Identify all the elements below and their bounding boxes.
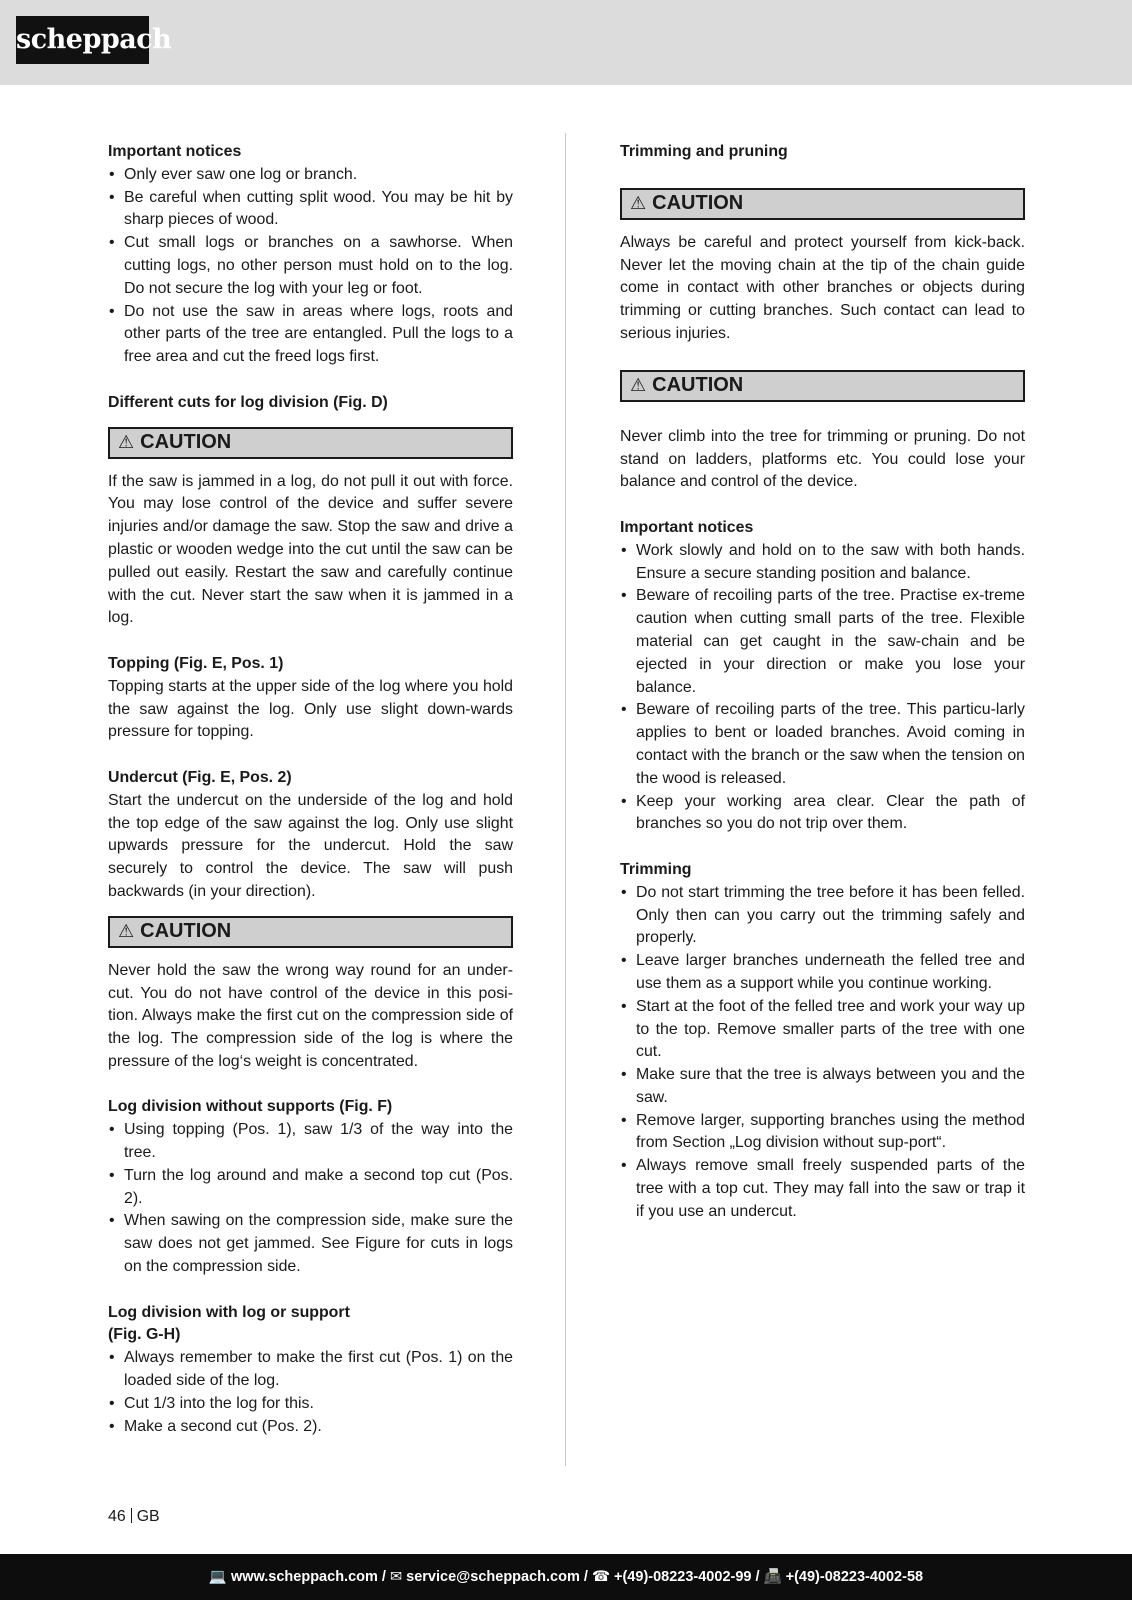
important-notices-list: [620, 540, 1025, 836]
warning-triangle-icon: ⚠: [630, 375, 647, 396]
log-division-without-heading: Log division without supports (Fig. F): [108, 1098, 393, 1116]
caution-text: Never hold the saw the wrong way round for an under-cut. You do not have control of the device in this posi-tion. Always make the first cut on the compression side of the log. The compression side of the log is where the pressure of the log‘s weight is concentrated.: [108, 961, 513, 1070]
list-item: • Always remember to make the first cut (Pos. 1) on the loaded side of the log.: [108, 1347, 513, 1393]
list-item: • Keep your working area clear. Clear the path of branches so you do not trip over them.: [620, 791, 1025, 837]
list-item: • Start at the foot of the felled tree and work your way up to the top. Remove smaller parts of the tree with one cut.: [620, 996, 1025, 1064]
log-division-without-list: [108, 1119, 513, 1279]
list-item: • Beware of recoiling parts of the tree. Practise ex-treme caution when cutting small parts of the tree. Flexible material can get caught in the saw-chain and be ejected in your direction or make you lose your balance.: [620, 585, 1025, 699]
heading-line: (Fig. G-H): [108, 1326, 181, 1344]
important-notices-heading: Important notices: [108, 143, 242, 160]
trimming-list: [620, 882, 1025, 1224]
undercut-heading: Undercut (Fig. E, Pos. 2): [108, 768, 292, 786]
left-column: [108, 141, 513, 1438]
right-column: [620, 141, 1025, 1224]
footer-bar: [0, 1554, 1132, 1600]
column-divider: [565, 133, 566, 1466]
caution-box: [108, 427, 513, 459]
fax-icon: 📠: [763, 1569, 782, 1585]
header-band: [0, 0, 1132, 85]
caution-box: [620, 188, 1025, 220]
scheppach-logo: scheppach: [16, 16, 149, 64]
warning-triangle-icon: ⚠: [118, 921, 135, 942]
caution-text: If the saw is jammed in a log, do not pull it out with force. You may lose control of the device and suffer severe injuries and/or damage the saw. Stop the saw and drive a plastic or wooden wedge into the cut until the saw can be pulled out easily. Restart the saw and carefully continue with the cut. Never start the saw when it is jammed in a log.: [108, 472, 513, 627]
caution-label: CAUTION: [652, 374, 744, 397]
list-item: • Be careful when cutting split wood. You may be hit by sharp pieces of wood.: [108, 187, 513, 233]
caution-label: CAUTION: [140, 920, 232, 943]
list-item: • Do not use the saw in areas where logs, roots and other parts of the tree are entangled. Pull the logs to a free area and cut the freed logs first.: [108, 301, 513, 369]
topping-heading: Topping (Fig. E, Pos. 1): [108, 654, 284, 672]
page-number-value: 46: [108, 1508, 126, 1525]
undercut-text: Start the undercut on the underside of the log and hold the top edge of the saw against the log. Only use slight upwards pressure for the undercut. Hold the saw securely to control the device. The saw will push backwards (in your direction).: [108, 791, 513, 900]
heading-line: Log division with log or support: [108, 1303, 350, 1321]
list-item: • Work slowly and hold on to the saw with both hands. Ensure a secure standing position and balance.: [620, 540, 1025, 586]
log-division-with-heading: [108, 1302, 513, 1348]
list-item: • Always remove small freely suspended parts of the tree with a top cut. They may fall into the saw or trap it if you use an undercut.: [620, 1155, 1025, 1223]
list-item: • Turn the log around and make a second top cut (Pos. 2).: [108, 1165, 513, 1211]
topping-text: Topping starts at the upper side of the log where you hold the saw against the log. Only use slight down-wards pressure for topping.: [108, 677, 513, 741]
caution-box: [620, 370, 1025, 402]
trimming-heading: Trimming: [620, 860, 692, 878]
caution-box: [108, 916, 513, 948]
phone-icon: ☎: [591, 1569, 611, 1585]
important-notices-list: [108, 164, 513, 369]
footer-email-link[interactable]: service@scheppach.com /: [406, 1569, 588, 1585]
warning-triangle-icon: ⚠: [630, 193, 647, 214]
trimming-pruning-heading: Trimming and pruning: [620, 143, 788, 160]
list-item: • Leave larger branches underneath the felled tree and use them as a support while you continue working.: [620, 950, 1025, 996]
caution-label: CAUTION: [652, 192, 744, 215]
list-item: • Cut small logs or branches on a sawhorse. When cutting logs, no other person must hold on to the log. Do not secure the log with your leg or foot.: [108, 232, 513, 300]
list-item: • Cut 1/3 into the log for this.: [108, 1393, 513, 1416]
page-language: GB: [136, 1508, 160, 1525]
footer-fax: +(49)-08223-4002-58: [785, 1569, 924, 1585]
computer-icon: 💻: [208, 1569, 227, 1585]
different-cuts-heading: Different cuts for log division (Fig. D): [108, 393, 388, 411]
mail-icon: ✉: [389, 1569, 403, 1585]
list-item: • Do not start trimming the tree before it has been felled. Only then can you carry out the trimming safely and properly.: [620, 882, 1025, 950]
important-notices-heading: Important notices: [620, 518, 754, 536]
caution-label: CAUTION: [140, 431, 232, 454]
list-item: • Make a second cut (Pos. 2).: [108, 1416, 513, 1439]
list-item: • Remove larger, supporting branches using the method from Section „Log division without sup-port“.: [620, 1110, 1025, 1156]
list-item: • When sawing on the compression side, make sure the saw does not get jammed. See Figure for cuts in logs on the compression side.: [108, 1210, 513, 1278]
footer-website-link[interactable]: www.scheppach.com /: [230, 1569, 386, 1585]
log-division-with-list: [108, 1347, 513, 1438]
caution-text: Always be careful and protect yourself from kick-back. Never let the moving chain at the tip of the chain guide come in contact with other branches or objects during trimming or cutting branches. Such contact can lead to serious injuries.: [620, 233, 1025, 342]
caution-text: Never climb into the tree for trimming or pruning. Do not stand on ladders, platforms etc. You could lose your balance and control of the device.: [620, 427, 1025, 491]
footer-phone: +(49)-08223-4002-99 /: [614, 1569, 760, 1585]
warning-triangle-icon: ⚠: [118, 432, 135, 453]
list-item: • Only ever saw one log or branch.: [108, 164, 513, 187]
list-item: • Make sure that the tree is always between you and the saw.: [620, 1064, 1025, 1110]
list-item: • Using topping (Pos. 1), saw 1/3 of the way into the tree.: [108, 1119, 513, 1165]
page-number: [108, 1506, 160, 1529]
list-item: • Beware of recoiling parts of the tree. This particu-larly applies to bent or loaded branches. Avoid coming in contact with the branch or the saw when the tension on the wood is released.: [620, 699, 1025, 790]
page-number-separator: [131, 1508, 132, 1523]
